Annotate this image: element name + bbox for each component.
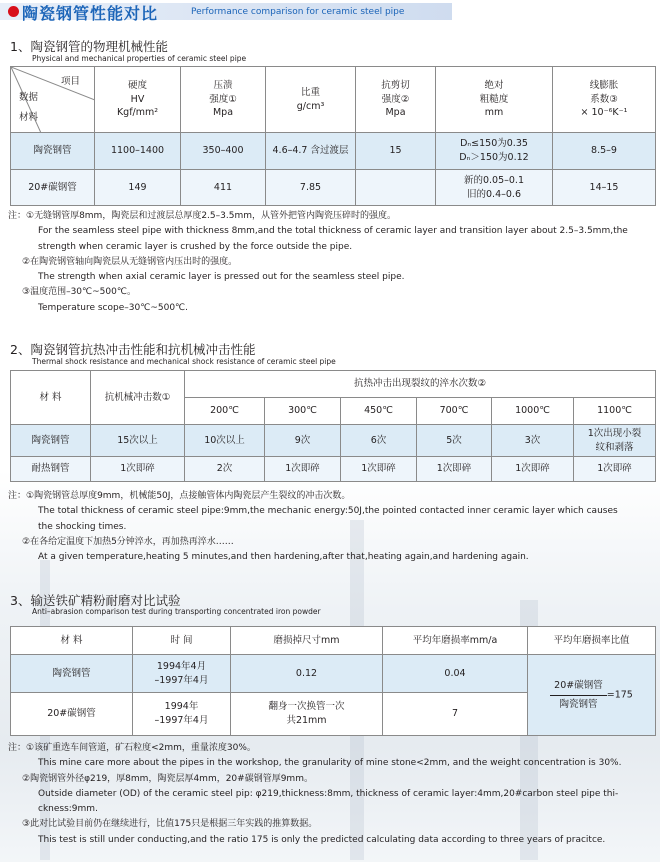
section2-subtitle: Thermal shock resistance and mechanical shock resistance of ceramic steel pipe bbox=[32, 357, 336, 366]
abrasion-table bbox=[10, 626, 656, 736]
column-header: 绝对 粗糙度 mm bbox=[436, 67, 553, 133]
column-header: 平均年磨损率比值 bbox=[528, 627, 656, 655]
temperature-header: 200℃ bbox=[185, 398, 265, 425]
diag-item-label: 项目 bbox=[60, 76, 80, 87]
column-header: 比重 g/cm³ bbox=[266, 67, 356, 133]
diag-data-label: 数据 bbox=[19, 92, 39, 103]
header-thermal: 抗热冲击出现裂纹的淬水次数② bbox=[185, 371, 656, 398]
column-header: 抗剪切 强度② Mpa bbox=[356, 67, 436, 133]
shock-table bbox=[10, 370, 656, 482]
diagonal-header-cell bbox=[11, 67, 95, 133]
section2-notes: 注：①陶瓷钢管总厚度9mm，机械能50J，点接触管体内陶瓷层产生裂纹的冲击次数。 The total thickness of ceramic steel pipe:9mm,the mechanic energy:50J,the pointed contacted inner ceramic layer which causes the shocking times. ②在各给定温度下加热5分钟淬水，再加热再淬水…… At a given temperature,heating 5 minutes,and then hardening,after that,heating again,and hardening again. bbox=[8, 491, 618, 563]
table-row: 陶瓷钢管 1100–1400 350–400 4.6–4.7 含过渡层 15 Dₙ≤150为0.35 Dₙ＞150为0.12 8.5–9 bbox=[11, 133, 656, 170]
temperature-header: 1100℃ bbox=[574, 398, 656, 425]
diag-material-label: 材料 bbox=[19, 112, 39, 123]
table-row: 陶瓷钢管 15次以上 10次以上 9次 6次 5次 3次 1次出现小裂 纹和剥落 bbox=[11, 425, 656, 457]
column-header: 线膨胀 系数③ × 10⁻⁶K⁻¹ bbox=[553, 67, 656, 133]
section1-title: 1、陶瓷钢管的物理机械性能 bbox=[10, 39, 168, 54]
section2-title: 2、陶瓷钢管抗热冲击性能和抗机械冲击性能 bbox=[10, 342, 256, 357]
column-header: 压溃 强度① Mpa bbox=[181, 67, 266, 133]
column-header: 平均年磨损率mm/a bbox=[383, 627, 528, 655]
column-header: 磨损掉尺寸mm bbox=[231, 627, 383, 655]
section1-subtitle: Physical and mechanical properties of ceramic steel pipe bbox=[32, 54, 247, 63]
section1-notes: 注：①无缝钢管厚8mm，陶瓷层和过渡层总厚度2.5–3.5mm，从管外把管内陶瓷压碎时的强度。 For the seamless steel pipe with thickness 8mm,and the total thickness of ceramic layer and transition layer about 2.5–3.5mm,the strength when ceramic layer is crushed by the force outside the pipe. ②在陶瓷钢管轴向陶瓷层从无缝钢管内压出时的强度。 The strength when axial ceramic layer is pressed out for the seamless steel pipe. ③温度范围–30℃~500℃。 Temperature scope–30℃~500℃. bbox=[8, 211, 628, 313]
temperature-header: 300℃ bbox=[265, 398, 341, 425]
header-mechanical: 抗机械冲击数① bbox=[91, 371, 185, 425]
table-row: 20#碳钢管 149 411 7.85 新的0.05–0.1 旧的0.4–0.6 14–15 bbox=[11, 170, 656, 206]
temperature-header: 700℃ bbox=[417, 398, 492, 425]
page-title-en: Performance comparison for ceramic steel pipe bbox=[191, 7, 405, 17]
temperature-header: 1000℃ bbox=[492, 398, 574, 425]
column-header: 材 料 bbox=[11, 627, 133, 655]
table-row: 20#碳钢管 1994年 –1997年4月 翻身一次换管一次 共21mm 7 bbox=[11, 693, 656, 736]
page-title: 陶瓷钢管性能对比 bbox=[22, 4, 159, 23]
column-header: 硬度 HV Kgf/mm² bbox=[95, 67, 181, 133]
column-header: 时 间 bbox=[133, 627, 231, 655]
section3-title: 3、输送铁矿精粉耐磨对比试验 bbox=[10, 593, 181, 608]
ratio-cell: $\frac{\text{20\#碳钢管}}{\text{陶瓷钢管}}$ =175 bbox=[528, 655, 656, 736]
header-material: 材 料 bbox=[11, 371, 91, 425]
temperature-header: 450℃ bbox=[341, 398, 417, 425]
section3-notes: 注：①该矿重选车间管道，矿石粒度<2mm，重量浓度30%。 This mine care more about the pipes in the workshop, the granularity of mine stone<2mm, and the weight concentration is 30%. ②陶瓷钢管外径φ219，厚8mm，陶瓷层厚4mm，20#碳钢管厚9mm。 Outside diameter (OD) of the ceramic steel pip: φ219,thickness:8mm, thickness of ceramic layer:4mm,20#carbon steel pipe thi- ckness:9mm. ③此对比试验目前仍在继续进行，比值175只是根据三年实践的推算数据。 This test is still under conducting,and the ratio 175 is only the predicted calculating data according to three years of pracitce. bbox=[8, 743, 622, 845]
section3-subtitle: Anti–abrasion comparison test during transporting concentrated iron powder bbox=[32, 607, 321, 616]
bullet-dot-icon bbox=[8, 6, 19, 17]
table-row: 耐热钢管 1次即碎 2次 1次即碎 1次即碎 1次即碎 1次即碎 1次即碎 bbox=[11, 457, 656, 482]
ratio-fraction: $\frac{\text{20\#碳钢管}}{\text{陶瓷钢管}}$ bbox=[550, 679, 607, 712]
table-row: 陶瓷钢管 1994年4月 –1997年4月 0.12 0.04 $\frac{\text{20\#碳钢管}}{\text{陶瓷钢管}}$ =175 bbox=[11, 655, 656, 693]
properties-table bbox=[10, 66, 656, 206]
page-header bbox=[0, 0, 660, 22]
